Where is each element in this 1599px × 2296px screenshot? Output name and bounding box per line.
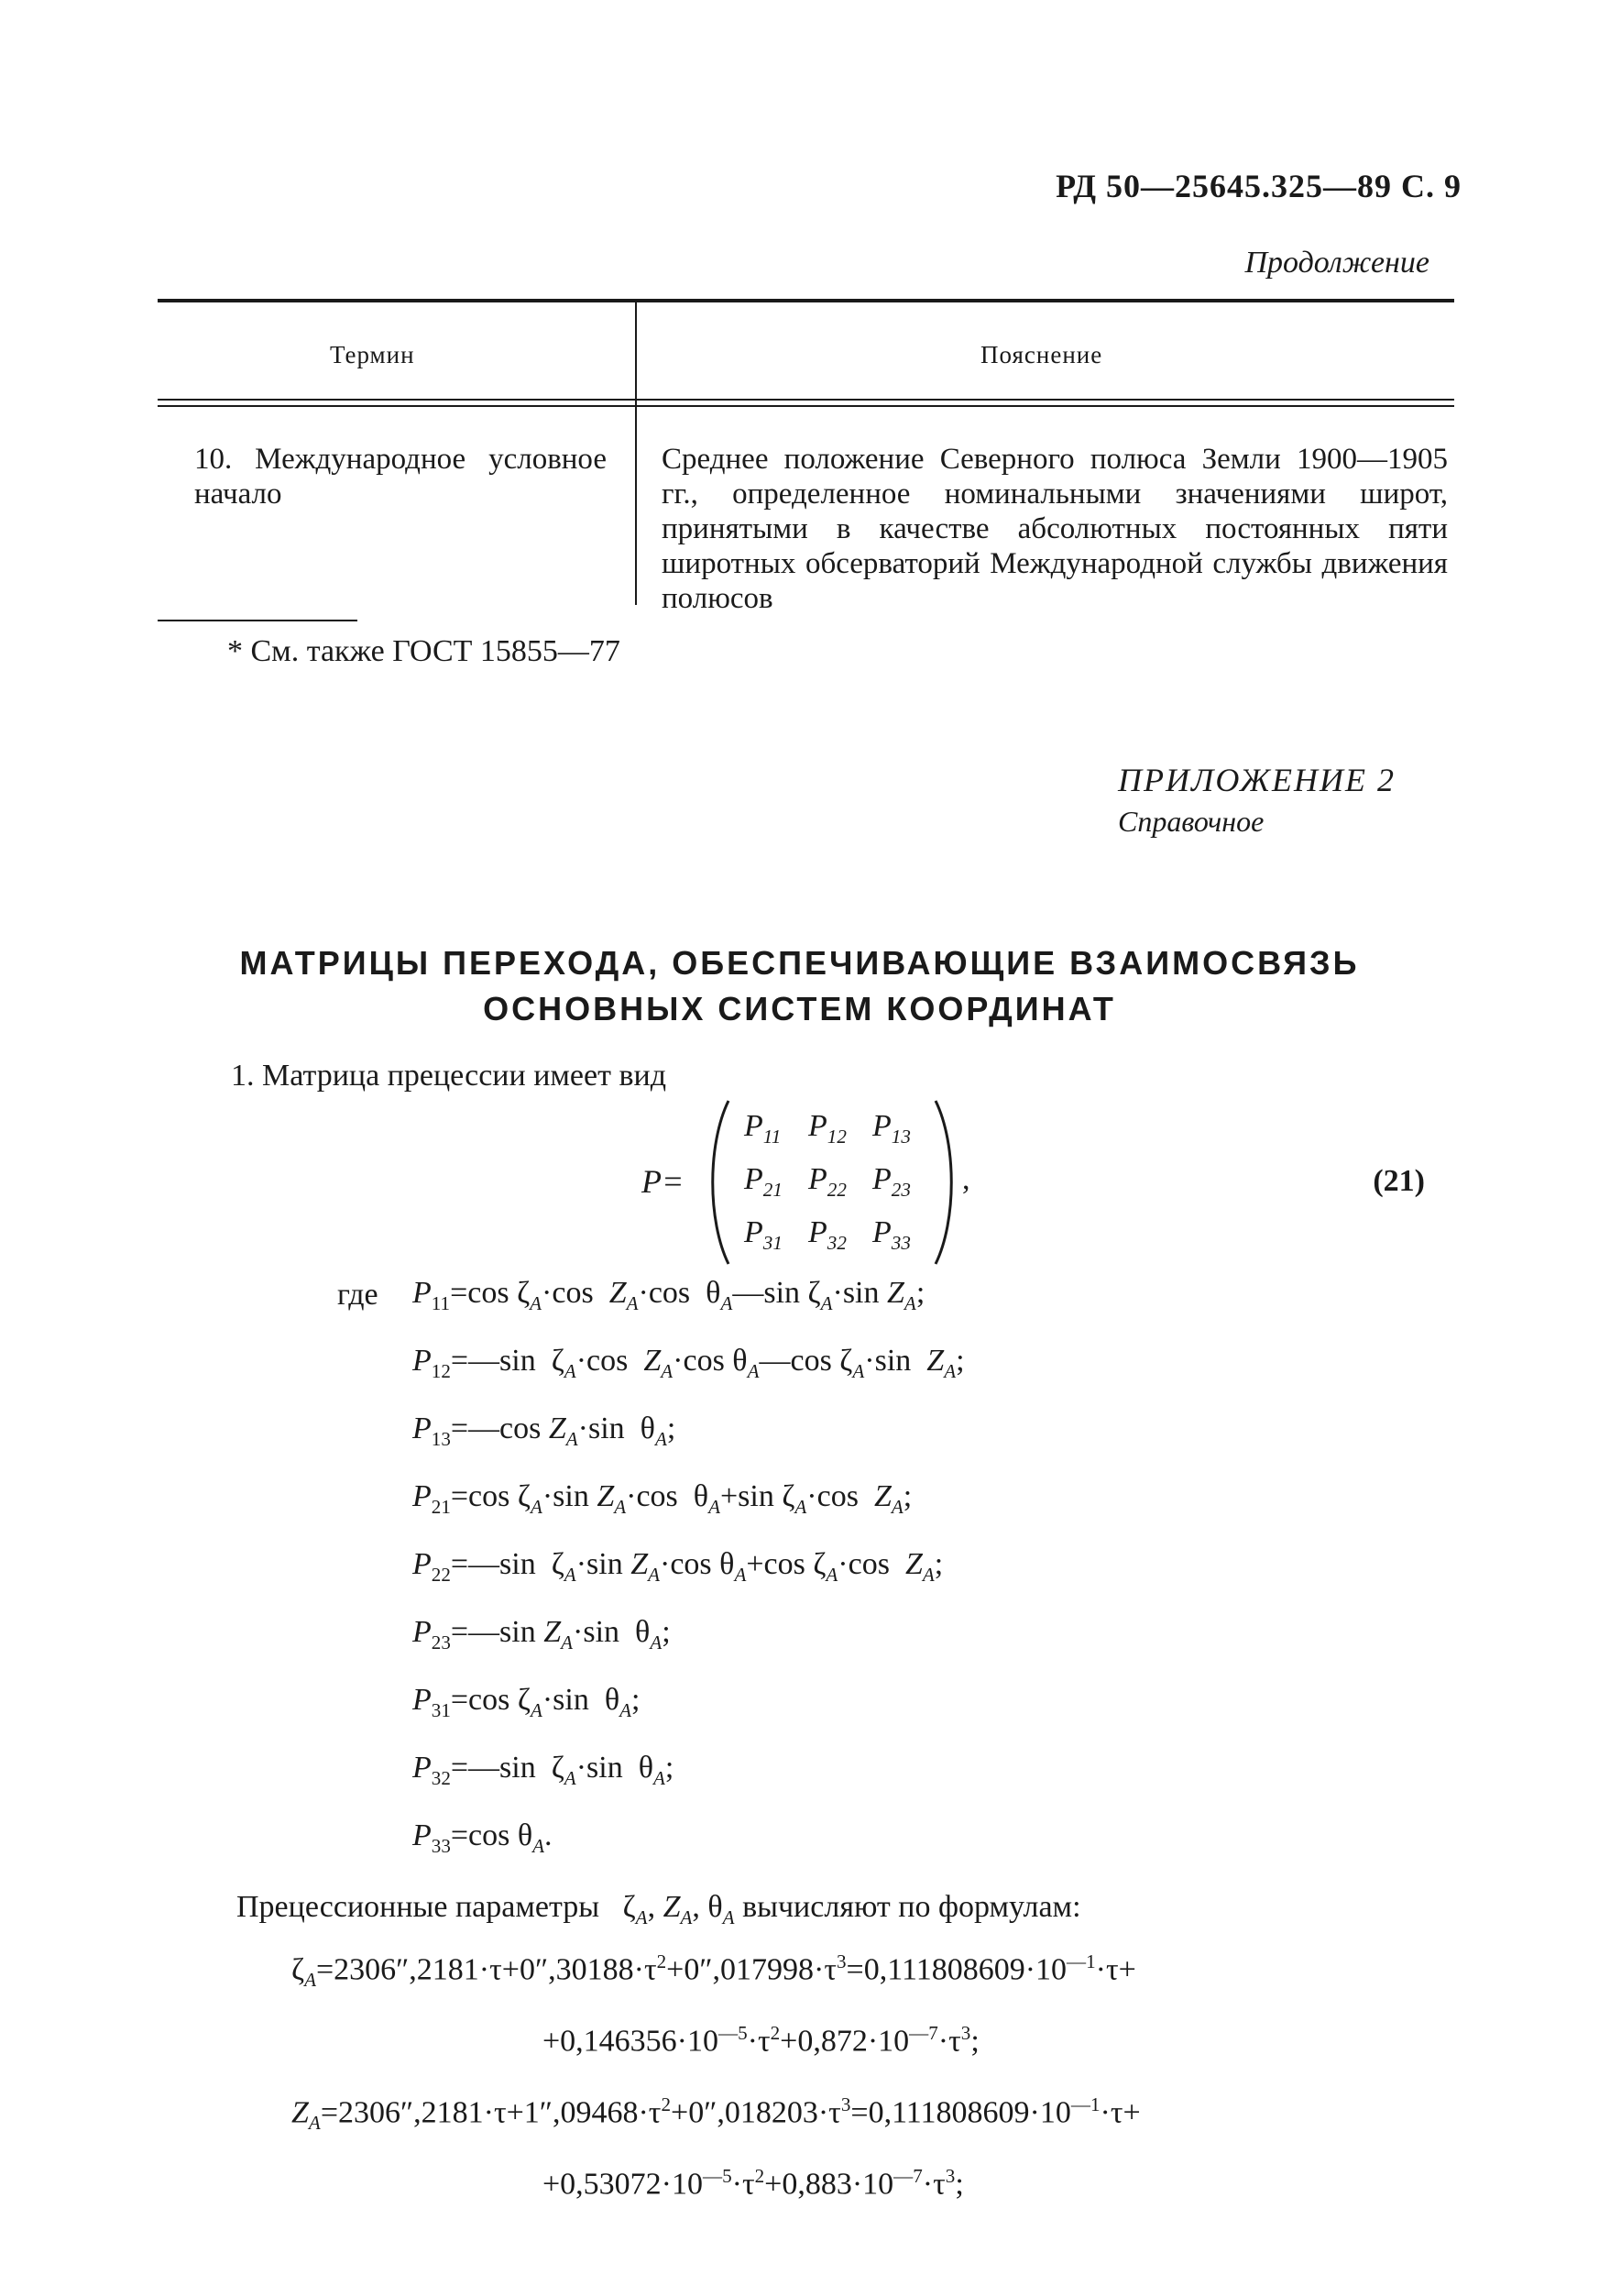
where-label: где [337,1278,378,1312]
table-header-rule-1 [158,399,1454,401]
table-cell-term: 10. Международное условное начало [194,443,607,511]
precession-matrix-intro: 1. Матрица прецессии имеет вид [231,1059,666,1093]
appendix-label: ПРИЛОЖЕНИЕ 2 [1118,762,1396,798]
element-p22: $P_{22}=—\sin$ $\zeta_A\cdot\sin$ $Z_A\cdot\cos$ $\theta_A+\cos$ $\zeta_A\cdot\cos$ $Z_A$; [412,1547,944,1586]
section-title-line-1: МАТРИЦЫ ПЕРЕХОДА, ОБЕСПЕЧИВАЮЩИЕ ВЗАИМОСВЯЗЬ [239,944,1360,982]
matrix-lhs: P= [641,1163,685,1200]
element-p33: $P_{33}=\cos$ $\theta_A$. [412,1818,553,1857]
table-header-rule-2 [158,405,1454,407]
page-reference: РД 50—25645.325—89 С. 9 [1056,168,1462,204]
matrix-cell-p33: $P_{33}$ [872,1215,911,1254]
matrix-cell-p32: $P_{32}$ [808,1215,847,1254]
matrix-cell-p31: $P_{31}$ [744,1215,783,1254]
element-p32: $P_{32}=—\sin$ $\zeta_A\cdot\sin$ $\theta_A$; [412,1751,674,1789]
matrix-cell-p11: $P_{11}$ [744,1109,782,1148]
left-paren-icon [704,1098,731,1267]
matrix-cell-p13: $P_{13}$ [872,1109,911,1148]
matrix-trailing-comma: , [962,1162,970,1196]
matrix-cell-p23: $P_{23}$ [872,1162,911,1201]
element-p23: $P_{23}=—\sin$ $Z_A\cdot\sin$ $\theta_A$; [412,1615,671,1653]
appendix-type: Справочное [1118,805,1265,838]
table-column-divider [635,302,637,605]
column-header-term: Термин [330,341,415,368]
column-header-explanation: Пояснение [980,341,1103,368]
equation-number: (21) [1373,1164,1425,1198]
matrix-cell-p21: $P_{21}$ [744,1162,783,1201]
element-p31: $P_{31}=\cos$ $\zeta_A\cdot\sin$ $\theta_A$; [412,1683,641,1721]
precession-params-intro: Прецессионные параметры $\zeta_A$, $Z_A$, $\theta_A$ вычисляют по формулам: [236,1890,1081,1928]
formula-zeta-line-2: $+0,146356\cdot 10^{—5}\cdot\tau^2+0,872\cdot 10^{—7}\cdot\tau^3$; [542,2022,980,2059]
formula-z-line-1: $Z_A=2306'',2181\cdot\tau+1'',09468\cdot\tau^2+0'',018203\cdot\tau^3=0,111808609\cdot 10^{—1}\cdot\tau+$ [291,2093,1141,2135]
element-p11: $P_{11}=\cos$ $\zeta_A\cdot\cos$ $Z_A\cdot\cos$ $\theta_A—\sin$ $\zeta_A\cdot\sin$ $Z_A$; [412,1276,925,1314]
element-p12: $P_{12}=—\sin$ $\zeta_A\cdot\cos$ $Z_A\cdot\cos$ $\theta_A—\cos$ $\zeta_A\cdot\sin$ $Z_A$; [412,1344,965,1382]
element-p13: $P_{13}=—\cos$ $Z_A\cdot\sin$ $\theta_A$; [412,1412,676,1450]
matrix-cell-p12: $P_{12}$ [808,1109,847,1148]
matrix-cell-p22: $P_{22}$ [808,1162,847,1201]
formula-zeta-line-1: $\zeta_A=2306'',2181\cdot\tau+0'',30188\cdot\tau^2+0'',017998\cdot\tau^3=0,111808609\cdot 10^{—1}\cdot\tau+$ [291,1950,1136,1992]
precession-matrix [641,1098,971,1267]
continuation-label: Продолжение [1244,246,1429,280]
footnote: * См. также ГОСТ 15855—77 [227,634,620,668]
table-top-rule [158,299,1454,302]
footnote-rule [158,620,357,621]
right-paren-icon [933,1098,960,1267]
table-cell-explanation: Среднее положение Северного полюса Земли 1900—1905 гг., определенное номинальными значениями широт, принятыми в качестве абсолютных постоянных пяти широтных обсерваторий Международной службы движения полюсов [662,443,1448,615]
element-p21: $P_{21}=\cos$ $\zeta_A\cdot\sin$ $Z_A\cdot\cos$ $\theta_A+\sin$ $\zeta_A\cdot\cos$ $Z_A$; [412,1479,913,1518]
formula-z-line-2: $+0,53072\cdot 10^{—5}\cdot\tau^2+0,883\cdot 10^{—7}\cdot\tau^3$; [542,2165,964,2202]
section-title-line-2: ОСНОВНЫХ СИСТЕМ КООРДИНАТ [483,990,1116,1027]
